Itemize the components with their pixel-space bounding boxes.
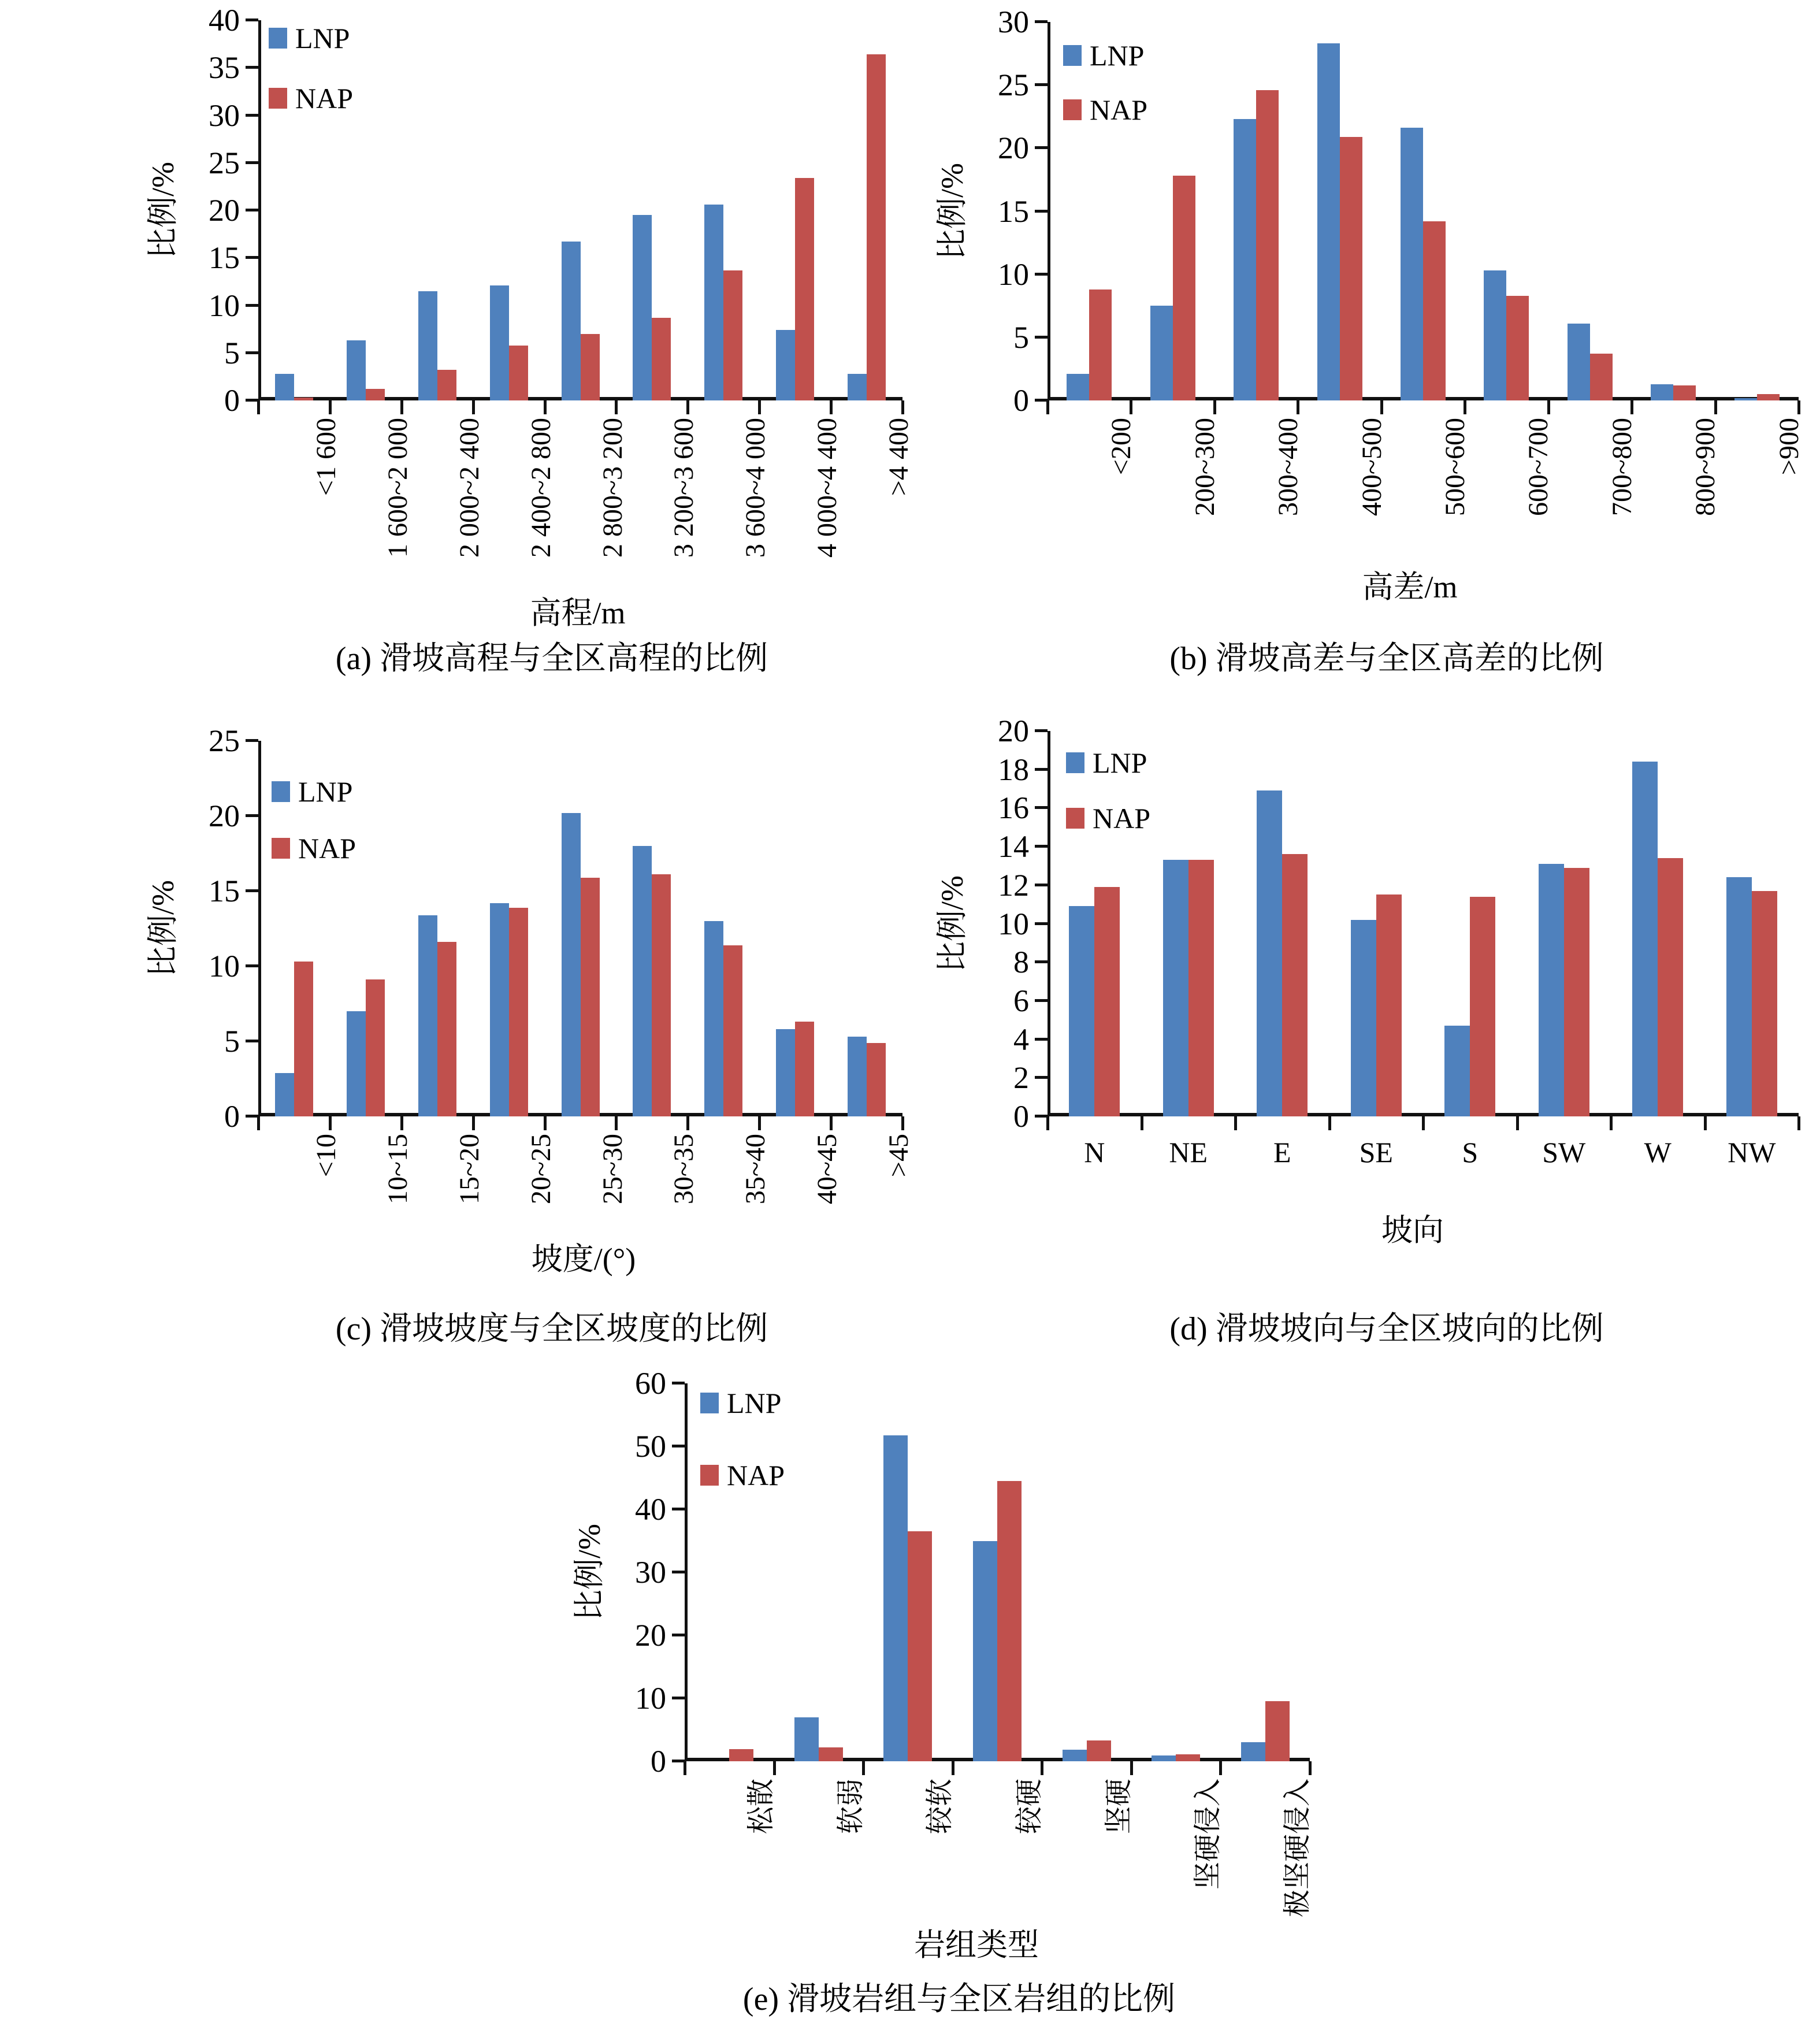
- y-tick-label: 5: [224, 1024, 240, 1059]
- bar-nap: [1376, 894, 1402, 1116]
- y-axis-title: 比例/%: [572, 1524, 607, 1621]
- legend-label: NAP: [298, 832, 356, 864]
- bar-lnp: [633, 215, 652, 400]
- x-label: 20~25: [525, 1134, 556, 1204]
- legend-label: NAP: [295, 82, 354, 114]
- x-tick: [1130, 400, 1132, 414]
- y-tick: [1035, 999, 1048, 1002]
- x-tick: [684, 1761, 686, 1775]
- y-tick: [246, 814, 258, 817]
- bar-nap: [1673, 385, 1696, 400]
- legend-label: NAP: [1093, 802, 1151, 834]
- bar-nap: [652, 874, 671, 1116]
- x-tick: [1309, 1761, 1312, 1775]
- bar-lnp: [275, 1073, 294, 1116]
- legend-swatch-nap: [1063, 99, 1082, 120]
- y-tick: [246, 399, 258, 402]
- bar-nap: [1282, 854, 1308, 1116]
- y-tick: [246, 964, 258, 967]
- x-label: N: [1084, 1136, 1105, 1168]
- y-tick-label: 20: [209, 193, 240, 228]
- y-tick: [246, 1040, 258, 1042]
- x-label: 松散: [746, 1779, 777, 1835]
- bar-lnp: [1163, 860, 1188, 1116]
- bar-nap: [1265, 1701, 1290, 1761]
- x-tick: [1464, 400, 1466, 414]
- legend-swatch-lnp: [1063, 45, 1082, 66]
- x-label: W: [1644, 1136, 1672, 1168]
- y-tick: [246, 739, 258, 742]
- x-label: 2 000~2 400: [454, 418, 485, 558]
- y-tick: [246, 66, 258, 69]
- bar-nap: [1176, 1754, 1200, 1761]
- legend-label: LNP: [1093, 747, 1147, 779]
- x-label: NW: [1728, 1136, 1776, 1168]
- bar-nap: [1188, 860, 1214, 1116]
- x-axis-title: 岩组类型: [914, 1928, 1039, 1962]
- x-tick: [472, 400, 475, 414]
- x-label: <1 600: [310, 418, 341, 496]
- y-tick-label: 10: [209, 949, 240, 983]
- bar-lnp: [1444, 1026, 1470, 1116]
- bar-nap: [294, 962, 313, 1116]
- x-tick: [758, 1116, 761, 1130]
- bar-nap: [729, 1749, 753, 1761]
- x-tick: [615, 400, 618, 414]
- x-tick: [830, 1116, 833, 1130]
- x-label: >900: [1773, 418, 1804, 476]
- x-tick: [686, 1116, 689, 1130]
- y-tick-label: 0: [651, 1744, 666, 1779]
- chart-caption: (d) 滑坡坡向与全区坡向的比例: [1169, 1311, 1604, 1347]
- y-tick: [672, 1382, 685, 1385]
- plot-area-d: [1048, 731, 1799, 1116]
- y-axis-title: 比例/%: [935, 875, 970, 973]
- x-label: 3 200~3 600: [668, 418, 700, 558]
- bar-lnp: [848, 374, 867, 400]
- x-tick: [544, 400, 547, 414]
- y-tick-label: 14: [998, 829, 1029, 864]
- x-label: 400~500: [1356, 418, 1387, 516]
- x-axis-title: 高差/m: [1362, 570, 1458, 604]
- y-tick-label: 30: [635, 1555, 666, 1590]
- x-tick: [1704, 1116, 1707, 1130]
- y-tick-label: 30: [209, 98, 240, 133]
- bar-nap: [437, 370, 456, 400]
- x-label: NE: [1169, 1136, 1208, 1168]
- bar-lnp: [1069, 906, 1094, 1116]
- x-tick: [773, 1761, 776, 1775]
- x-label: 800~900: [1690, 418, 1721, 516]
- x-tick: [901, 400, 904, 414]
- y-tick: [672, 1697, 685, 1699]
- y-tick: [1035, 1038, 1048, 1041]
- bar-lnp: [1734, 398, 1757, 400]
- bar-lnp: [704, 205, 723, 400]
- x-label: 3 600~4 000: [740, 418, 771, 558]
- bar-lnp: [1726, 877, 1752, 1116]
- y-tick-label: 0: [224, 383, 240, 418]
- x-label: 软弱: [835, 1779, 866, 1835]
- y-tick: [246, 161, 258, 164]
- bar-lnp: [1651, 384, 1673, 400]
- x-tick: [1714, 400, 1717, 414]
- x-tick: [1130, 1761, 1133, 1775]
- x-label: 200~300: [1189, 418, 1220, 516]
- y-tick-label: 0: [1013, 383, 1029, 418]
- bar-lnp: [1241, 1742, 1265, 1761]
- x-tick: [615, 1116, 618, 1130]
- bar-nap: [723, 270, 742, 400]
- bar-nap: [1590, 354, 1613, 400]
- x-label: SW: [1542, 1136, 1586, 1168]
- y-tick-label: 5: [224, 335, 240, 370]
- y-tick-label: 40: [635, 1492, 666, 1527]
- x-tick: [1219, 1761, 1222, 1775]
- bar-lnp: [848, 1037, 867, 1116]
- y-tick-label: 2: [1013, 1060, 1029, 1096]
- x-tick: [1041, 1761, 1043, 1775]
- y-axis-title: 比例/%: [935, 162, 970, 260]
- x-label: <10: [310, 1134, 341, 1178]
- bar-lnp: [1351, 920, 1376, 1116]
- x-label: S: [1462, 1136, 1479, 1168]
- y-tick-label: 16: [998, 790, 1029, 826]
- y-tick: [672, 1445, 685, 1447]
- x-tick: [862, 1761, 865, 1775]
- y-tick-label: 60: [635, 1366, 666, 1401]
- y-tick: [672, 1760, 685, 1762]
- x-label: 2 800~3 200: [597, 418, 628, 558]
- y-tick-label: 12: [998, 867, 1029, 903]
- bar-lnp: [562, 813, 581, 1116]
- y-tick: [246, 209, 258, 211]
- legend-swatch-lnp: [272, 781, 290, 802]
- x-tick: [1297, 400, 1299, 414]
- bar-nap: [581, 878, 600, 1116]
- x-tick: [952, 1761, 954, 1775]
- bar-lnp: [418, 915, 437, 1116]
- y-tick-label: 0: [224, 1099, 240, 1134]
- y-tick-label: 18: [998, 752, 1029, 787]
- bar-nap: [294, 398, 313, 400]
- y-tick: [1035, 768, 1048, 771]
- bar-nap: [1173, 176, 1195, 400]
- bar-lnp: [776, 330, 795, 400]
- bar-nap: [723, 945, 742, 1116]
- bar-nap: [437, 942, 456, 1116]
- x-label: >4 400: [883, 418, 915, 496]
- x-label: 30~35: [668, 1134, 700, 1204]
- bar-nap: [1256, 90, 1279, 400]
- legend-swatch-nap: [272, 838, 290, 859]
- y-axis-title: 比例/%: [146, 880, 180, 977]
- x-tick: [472, 1116, 475, 1130]
- bar-lnp: [794, 1717, 819, 1761]
- legend-swatch-nap: [700, 1465, 719, 1486]
- x-tick: [329, 400, 332, 414]
- y-tick: [672, 1571, 685, 1573]
- bar-nap: [1087, 1740, 1111, 1761]
- bar-lnp: [418, 291, 437, 400]
- bar-lnp: [1484, 270, 1506, 400]
- y-tick: [1035, 845, 1048, 848]
- bar-lnp: [347, 340, 366, 400]
- bar-lnp: [490, 903, 509, 1116]
- x-label: 10~15: [382, 1134, 413, 1204]
- bar-lnp: [1234, 119, 1256, 400]
- x-tick: [1380, 400, 1383, 414]
- y-tick: [1035, 20, 1048, 23]
- y-tick-label: 25: [998, 68, 1029, 103]
- bar-lnp: [973, 1541, 997, 1762]
- bar-lnp: [883, 1435, 908, 1761]
- bar-nap: [1089, 289, 1112, 400]
- bar-nap: [1423, 221, 1446, 400]
- bar-nap: [509, 908, 528, 1116]
- y-tick-label: 40: [209, 3, 240, 38]
- bar-lnp: [562, 242, 581, 400]
- x-tick: [1547, 400, 1550, 414]
- x-tick: [1046, 1116, 1049, 1130]
- bar-lnp: [1063, 1750, 1087, 1761]
- bar-nap: [652, 318, 671, 400]
- y-tick: [1035, 146, 1048, 149]
- bar-nap: [1752, 891, 1777, 1116]
- y-tick-label: 10: [998, 906, 1029, 941]
- legend-label: NAP: [727, 1459, 785, 1491]
- bar-lnp: [1257, 790, 1282, 1116]
- x-label: 700~800: [1606, 418, 1637, 516]
- y-tick: [1035, 336, 1048, 339]
- y-tick-label: 20: [998, 714, 1029, 748]
- x-label: 坚硬侵入: [1193, 1779, 1224, 1890]
- x-axis-title: 高程/m: [530, 596, 626, 630]
- x-tick: [1797, 1116, 1800, 1130]
- y-tick: [1035, 399, 1048, 402]
- bar-lnp: [1150, 306, 1173, 400]
- legend-label: LNP: [727, 1387, 782, 1419]
- x-label: 40~45: [812, 1134, 843, 1204]
- bar-lnp: [1067, 374, 1089, 400]
- y-tick: [246, 351, 258, 354]
- bar-lnp: [275, 374, 294, 400]
- x-tick: [1610, 1116, 1613, 1130]
- legend-swatch-lnp: [700, 1393, 719, 1413]
- bar-nap: [795, 1022, 814, 1116]
- bar-lnp: [1401, 128, 1423, 400]
- x-tick: [1213, 400, 1216, 414]
- bar-nap: [795, 178, 814, 400]
- x-tick: [758, 400, 761, 414]
- y-tick: [246, 256, 258, 259]
- x-label: 15~20: [454, 1134, 485, 1204]
- y-tick-label: 5: [1013, 320, 1029, 355]
- bar-nap: [908, 1531, 932, 1761]
- y-tick-label: 4: [1013, 1022, 1029, 1057]
- bar-lnp: [704, 921, 723, 1116]
- bar-lnp: [490, 285, 509, 400]
- x-label: 坚硬: [1103, 1779, 1134, 1835]
- x-label: 1 600~2 000: [382, 418, 413, 558]
- x-label: 较软: [924, 1779, 956, 1835]
- y-tick-label: 0: [1013, 1099, 1029, 1134]
- x-tick: [830, 400, 833, 414]
- y-tick-label: 6: [1013, 983, 1029, 1018]
- x-label: 35~40: [740, 1134, 771, 1204]
- bar-lnp: [1632, 762, 1658, 1116]
- bar-nap: [1340, 137, 1362, 400]
- legend-label: NAP: [1090, 94, 1148, 126]
- y-axis-title: 比例/%: [146, 162, 180, 259]
- y-tick: [1035, 922, 1048, 925]
- x-label: >45: [883, 1134, 915, 1178]
- bar-nap: [1757, 394, 1780, 400]
- y-tick-label: 15: [209, 240, 240, 276]
- legend-label: LNP: [1090, 39, 1145, 72]
- y-tick-label: 35: [209, 50, 240, 86]
- x-axis-title: 坡度/(°): [531, 1242, 636, 1276]
- x-tick: [1234, 1116, 1237, 1130]
- x-tick: [400, 1116, 403, 1130]
- x-label: 500~600: [1440, 418, 1470, 516]
- y-tick: [1035, 1115, 1048, 1118]
- chart-caption: (a) 滑坡高程与全区高程的比例: [335, 641, 768, 677]
- bar-lnp: [1568, 324, 1590, 400]
- y-tick: [1035, 83, 1048, 86]
- y-tick-label: 10: [209, 288, 240, 323]
- bar-nap: [509, 346, 528, 400]
- bar-lnp: [776, 1029, 795, 1116]
- bar-nap: [1564, 868, 1589, 1116]
- y-tick: [1035, 806, 1048, 809]
- y-tick: [246, 889, 258, 892]
- y-tick-label: 15: [998, 194, 1029, 229]
- bar-nap: [997, 1481, 1022, 1761]
- legend-swatch-lnp: [269, 28, 287, 49]
- legend-swatch-nap: [269, 88, 287, 109]
- bar-lnp: [347, 1011, 366, 1116]
- y-tick-label: 10: [635, 1681, 666, 1716]
- y-tick-label: 10: [998, 257, 1029, 292]
- x-label: E: [1273, 1136, 1291, 1168]
- x-tick: [1630, 400, 1633, 414]
- x-tick: [686, 400, 689, 414]
- y-tick-label: 30: [998, 5, 1029, 39]
- x-label: 2 400~2 800: [525, 418, 556, 558]
- legend-swatch-nap: [1066, 808, 1084, 829]
- x-tick: [544, 1116, 547, 1130]
- y-tick: [1035, 1076, 1048, 1079]
- y-tick-label: 20: [998, 131, 1029, 166]
- bar-nap: [581, 334, 600, 400]
- y-tick: [246, 304, 258, 307]
- y-tick-label: 25: [209, 145, 240, 180]
- bar-lnp: [1317, 43, 1340, 400]
- bar-lnp: [1539, 864, 1564, 1116]
- x-label: 300~400: [1273, 418, 1304, 516]
- y-tick-label: 50: [635, 1429, 666, 1464]
- x-tick: [1141, 1116, 1143, 1130]
- x-label: SE: [1359, 1136, 1393, 1168]
- y-tick-label: 20: [209, 799, 240, 833]
- y-tick-label: 15: [209, 874, 240, 908]
- bar-lnp: [633, 846, 652, 1116]
- y-tick: [672, 1634, 685, 1636]
- x-label: 极坚硬侵入: [1282, 1779, 1313, 1918]
- bar-nap: [867, 54, 886, 400]
- x-tick: [1422, 1116, 1425, 1130]
- x-tick: [1516, 1116, 1519, 1130]
- x-tick: [1797, 400, 1800, 414]
- x-label: 600~700: [1523, 418, 1554, 516]
- x-tick: [1328, 1116, 1331, 1130]
- bar-nap: [1470, 897, 1495, 1116]
- x-label: 较硬: [1014, 1779, 1045, 1835]
- x-tick: [1046, 400, 1049, 414]
- bar-nap: [366, 389, 385, 400]
- y-tick: [1035, 884, 1048, 886]
- y-tick: [246, 114, 258, 117]
- bar-nap: [1506, 296, 1529, 400]
- y-tick: [1035, 729, 1048, 732]
- bar-nap: [1094, 887, 1120, 1116]
- bar-nap: [867, 1043, 886, 1116]
- bar-nap: [1658, 858, 1683, 1116]
- x-label: 4 000~4 400: [812, 418, 843, 558]
- bar-lnp: [1152, 1755, 1176, 1761]
- x-tick: [400, 400, 403, 414]
- y-tick: [1035, 210, 1048, 213]
- y-tick: [246, 18, 258, 21]
- y-tick-label: 8: [1013, 945, 1029, 980]
- legend-label: LNP: [298, 775, 353, 808]
- x-tick: [257, 1116, 260, 1130]
- legend-label: LNP: [295, 22, 350, 54]
- x-axis-title: 坡向: [1381, 1213, 1444, 1248]
- x-tick: [257, 400, 260, 414]
- bar-nap: [819, 1747, 843, 1761]
- y-tick-label: 20: [635, 1618, 666, 1653]
- chart-caption: (c) 滑坡坡度与全区坡度的比例: [335, 1311, 768, 1347]
- y-tick-label: 25: [209, 723, 240, 758]
- chart-caption: (e) 滑坡岩组与全区岩组的比例: [742, 1981, 1176, 2017]
- y-tick: [1035, 960, 1048, 963]
- y-tick: [246, 1115, 258, 1118]
- x-label: 25~30: [597, 1134, 628, 1204]
- x-tick: [901, 1116, 904, 1130]
- x-label: <200: [1106, 418, 1137, 476]
- legend-swatch-lnp: [1066, 752, 1084, 773]
- x-tick: [329, 1116, 332, 1130]
- chart-caption: (b) 滑坡高差与全区高差的比例: [1169, 641, 1604, 677]
- bar-nap: [366, 979, 385, 1116]
- y-tick: [1035, 273, 1048, 276]
- y-tick: [672, 1508, 685, 1510]
